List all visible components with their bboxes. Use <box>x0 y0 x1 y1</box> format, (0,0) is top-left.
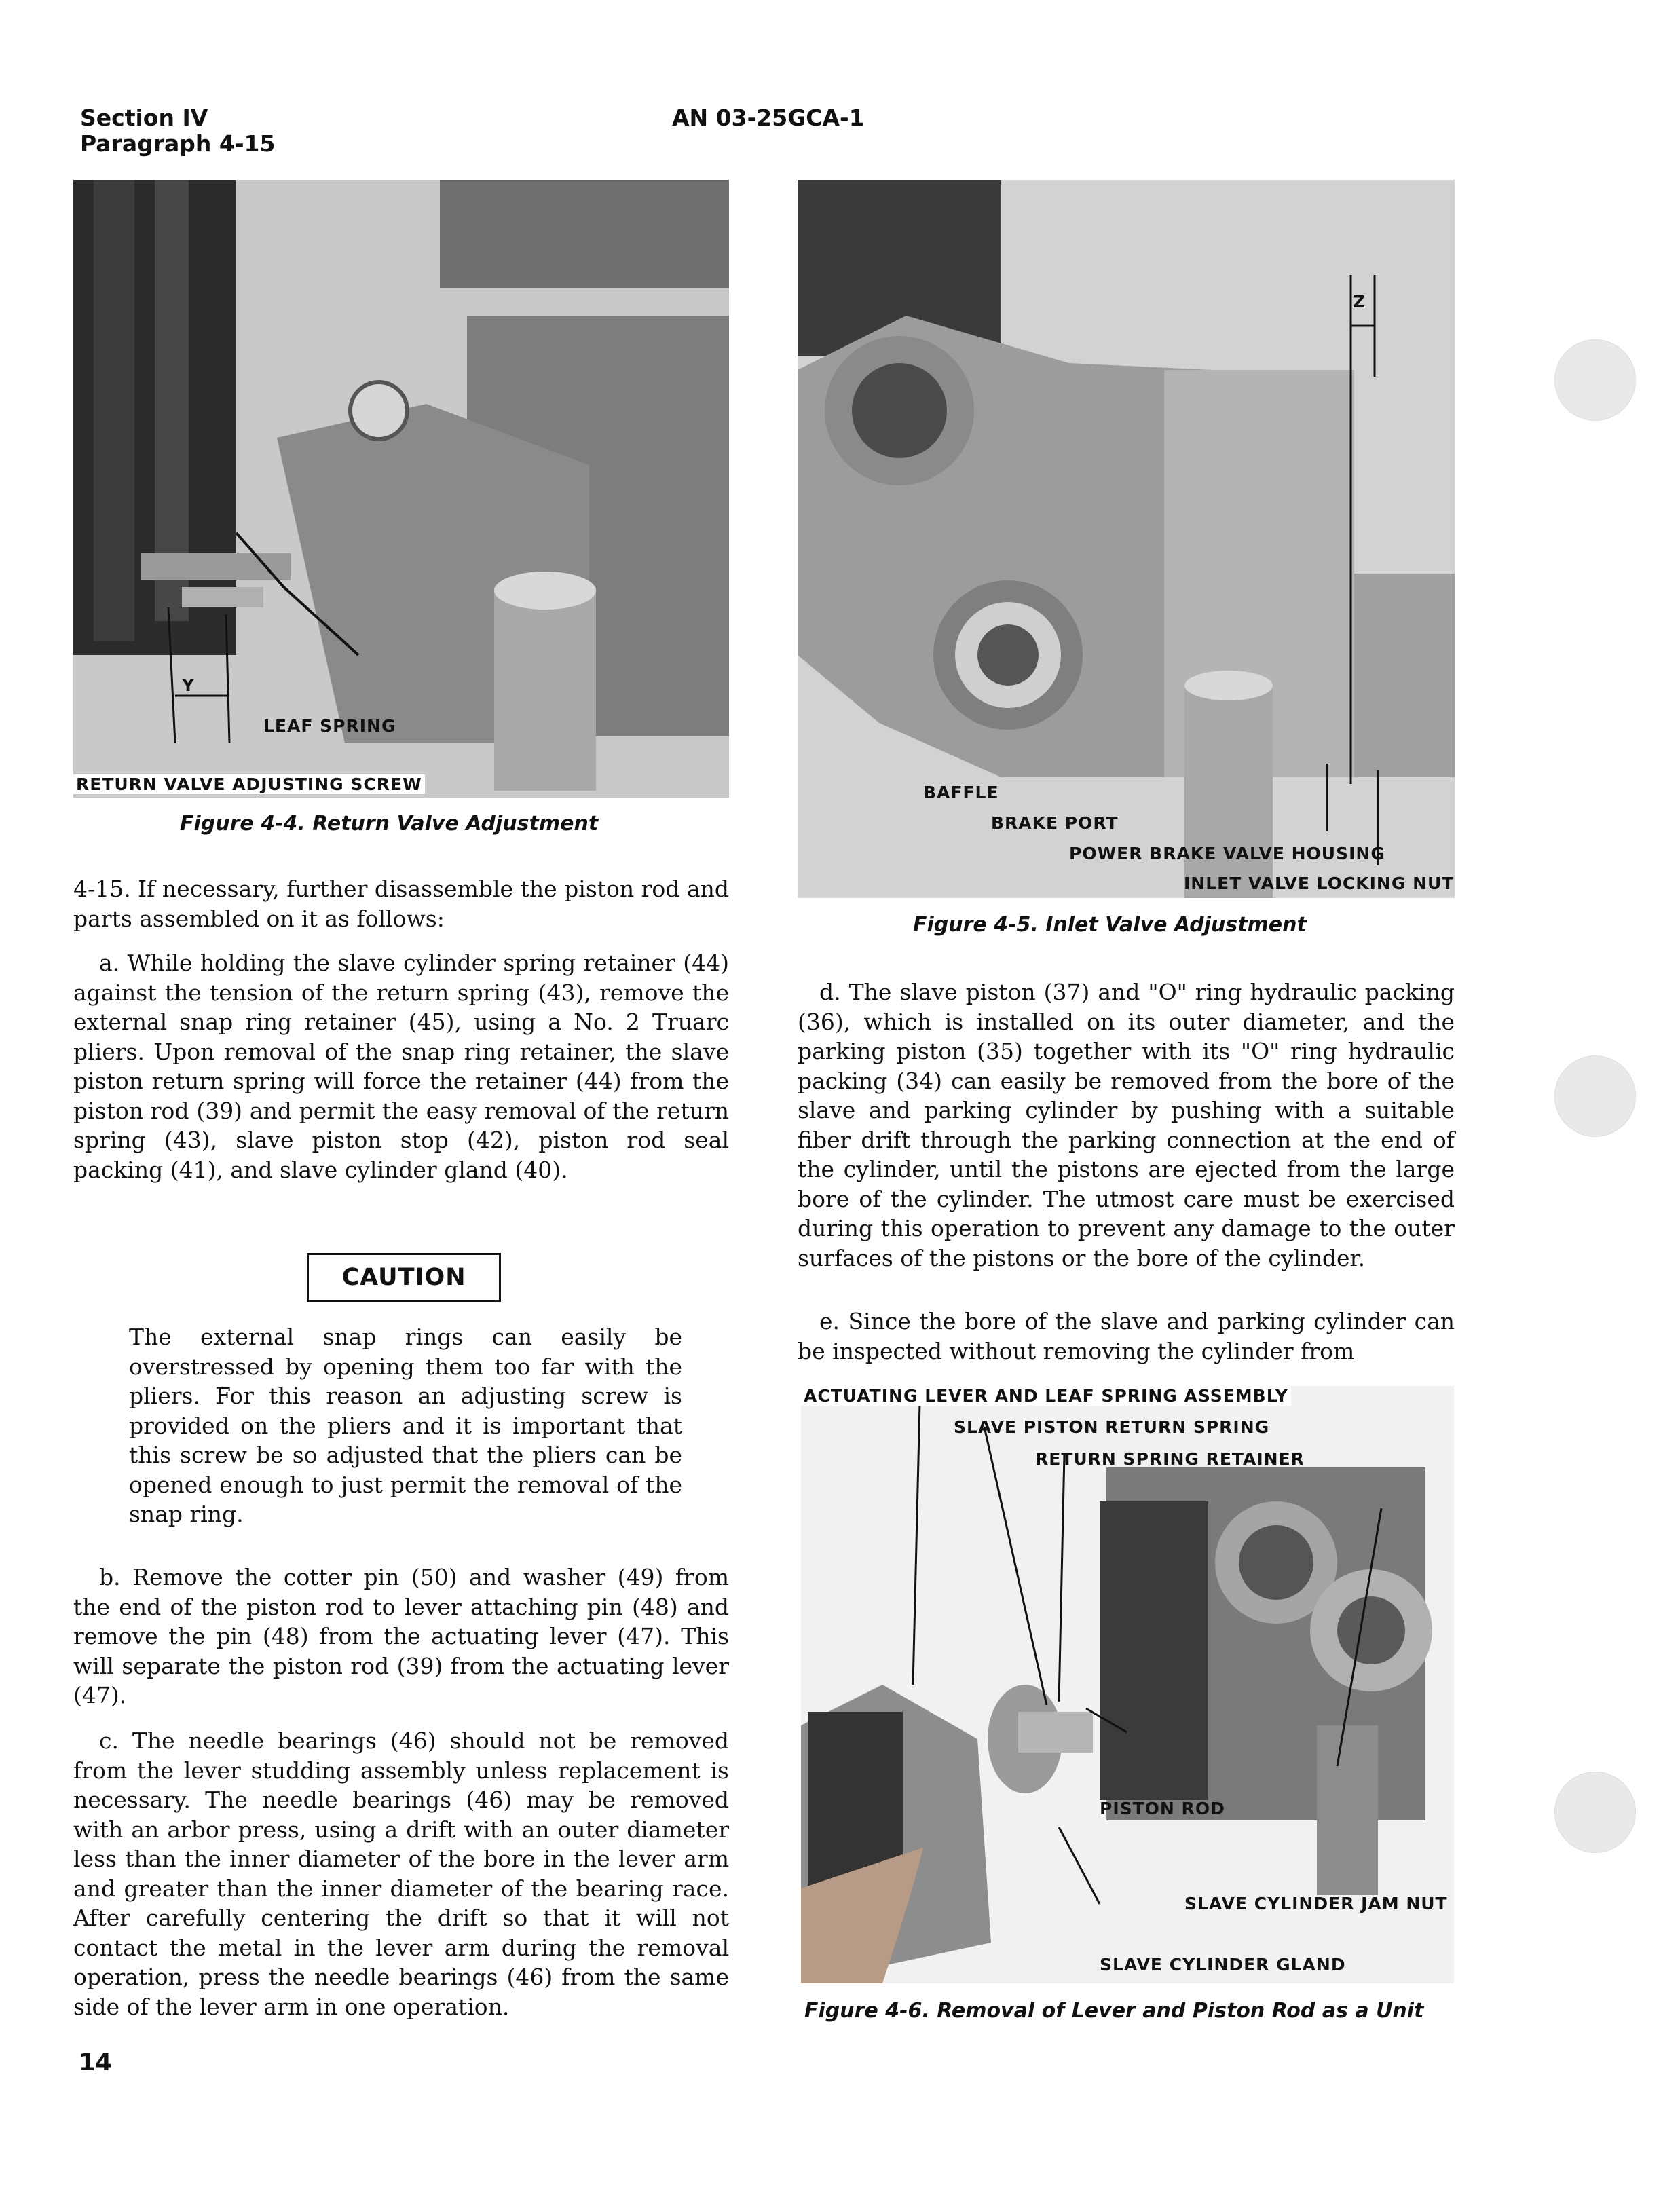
paragraph-e: e. Since the bore of the slave and parking cylinder can be inspected without removing the cylinder from <box>798 1308 1455 1364</box>
label-piston-rod: PISTON ROD <box>1100 1799 1225 1818</box>
figure-4-6-photo <box>801 1386 1454 1983</box>
label-z: Z <box>1353 292 1366 312</box>
label-brake-port: BRAKE PORT <box>991 813 1119 833</box>
figure-4-4-photo <box>73 180 729 798</box>
page-number: 14 <box>79 2049 112 2076</box>
paragraph-b: b. Remove the cotter pin (50) and washer (49) from the end of the piston rod to lever attaching pin (48) and remove the pin (48) from the actuating lever (47). This will separate the piston rod (39) from the actuating lever (47). <box>73 1564 729 1708</box>
label-power-brake-valve-housing: POWER BRAKE VALVE HOUSING <box>1069 844 1385 863</box>
paragraph-4-15: 4-15. If necessary, further disassemble the piston rod and parts assembled on it as follows: <box>73 876 729 932</box>
paragraph-label: Paragraph 4-15 <box>80 130 276 157</box>
section-label: Section IV <box>80 105 208 131</box>
label-slave-cylinder-gland: SLAVE CYLINDER GLAND <box>1100 1955 1346 1975</box>
figure-4-6-caption: Figure 4-6. Removal of Lever and Piston Rod as a Unit <box>804 1999 1424 2023</box>
label-actuating-lever: ACTUATING LEVER AND LEAF SPRING ASSEMBLY <box>801 1386 1291 1406</box>
label-slave-piston-return-spring: SLAVE PISTON RETURN SPRING <box>954 1417 1270 1437</box>
label-y: Y <box>182 675 195 695</box>
binder-hole <box>1554 1055 1636 1137</box>
figure-4-5-photo <box>798 180 1455 898</box>
label-return-spring-retainer: RETURN SPRING RETAINER <box>1035 1449 1305 1469</box>
label-baffle: BAFFLE <box>923 783 999 802</box>
binder-hole <box>1554 1772 1636 1853</box>
label-return-valve-adjusting-screw: RETURN VALVE ADJUSTING SCREW <box>73 774 425 794</box>
caution-text: The external snap rings can easily be overstressed by opening them too far with the pliers. For this reason an adjusting screw is provided on the pliers and it is important that this screw be so adjusted that the pliers can be opened enough to just permit the removal of the snap ring. <box>129 1324 682 1527</box>
paragraph-a: a. While holding the slave cylinder spring retainer (44) against the tension of the return spring (43), remove the external snap ring retainer (45), using a No. 2 Truarc pliers. Upon removal of the snap ring retainer, the slave piston return spring will force the retainer (44) from the piston rod (39) and permit the easy removal of the return spring (43), slave piston stop (42), piston rod seal packing (41), and slave cylinder gland (40). <box>73 950 729 1183</box>
document-number: AN 03-25GCA-1 <box>672 105 865 131</box>
paragraph-d: d. The slave piston (37) and "O" ring hydraulic packing (36), which is installed on its outer diameter, and the parking piston (35) together with its "O" ring hydraulic packing (34) can easily be removed from the bore of the slave and parking cylinder by pushing with a suitable fiber drift through the parking connection at the end of the cylinder, until the pistons are ejected from the large bore of the cylinder. The utmost care must be exercised during this operation to prevent any damage to the outer surfaces of the pistons or the bore of the cylinder. <box>798 979 1455 1271</box>
caution-heading: CAUTION <box>307 1253 501 1302</box>
label-inlet-valve-locking-nut: INLET VALVE LOCKING NUT <box>1184 874 1455 893</box>
figure-4-4-caption: Figure 4-4. Return Valve Adjustment <box>180 812 599 836</box>
binder-hole <box>1554 339 1636 421</box>
label-slave-cylinder-jam-nut: SLAVE CYLINDER JAM NUT <box>1184 1894 1448 1913</box>
paragraph-c: c. The needle bearings (46) should not be removed from the lever studding assembly unless replacement is necessary. The needle bearings (46) may be removed with an arbor press, using a drift with an outer diameter less than the inner diameter of the bore in the lever arm and greater than the inner diameter of the bearing race. After carefully centering the drift so that it will not contact the metal in the lever arm during the removal operation, press the needle bearings (46) from the same side of the lever arm in one operation. <box>73 1727 729 2020</box>
label-leaf-spring: LEAF SPRING <box>263 716 396 736</box>
figure-4-5-caption: Figure 4-5. Inlet Valve Adjustment <box>913 913 1307 937</box>
